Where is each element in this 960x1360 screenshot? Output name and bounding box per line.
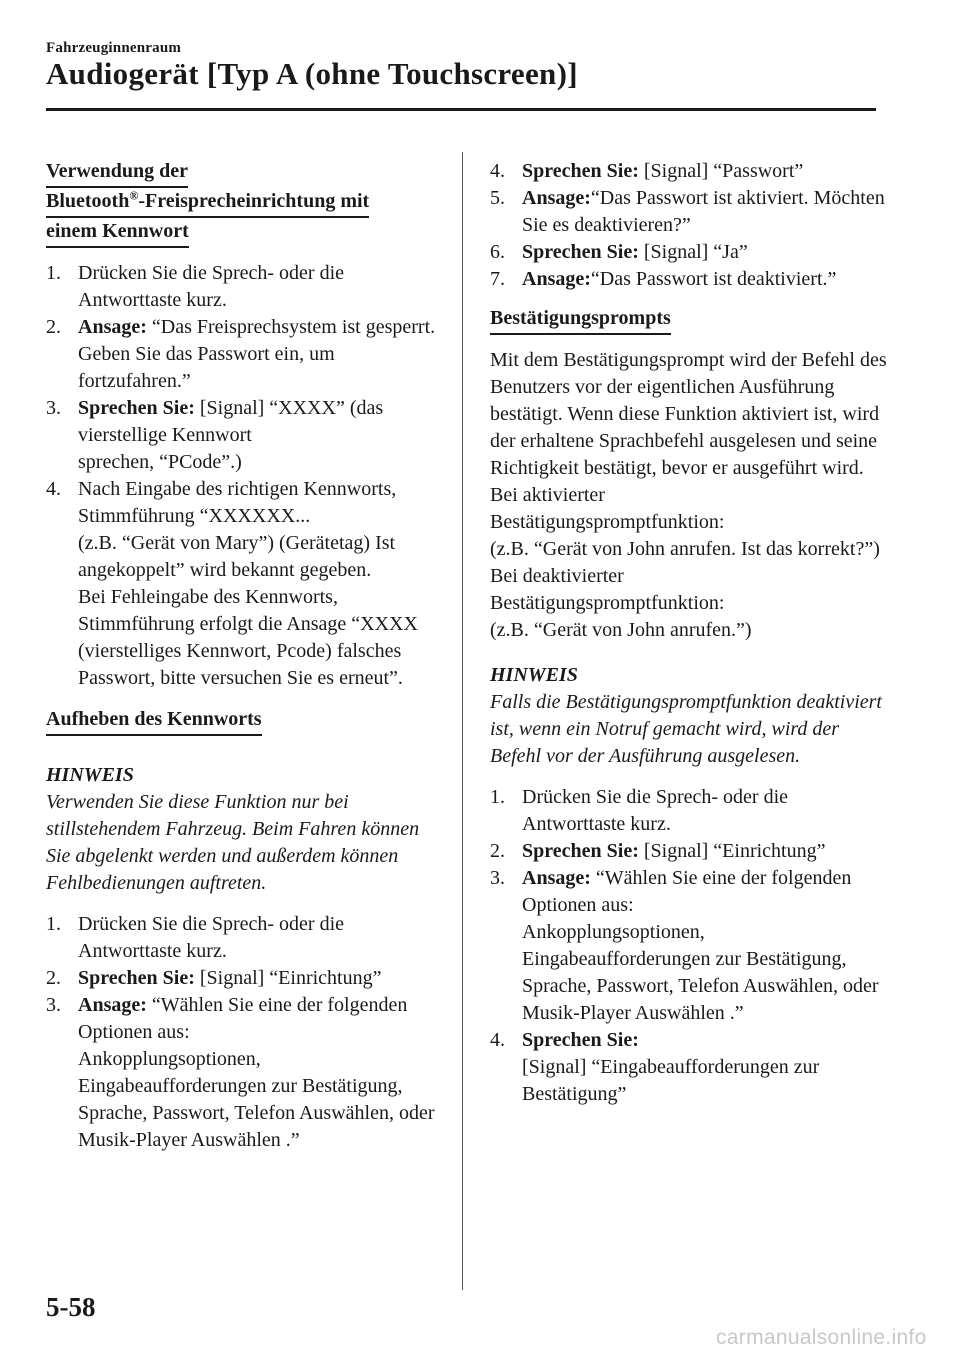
step-text: [Signal] “Eingabeaufforderungen zur Bestätigung” bbox=[522, 1056, 820, 1105]
step-keyword: Ansage: bbox=[78, 994, 147, 1016]
step-text: [Signal] “Ja” bbox=[638, 241, 748, 263]
step-number: 4. bbox=[46, 478, 61, 500]
step-text: “Das Passwort ist deaktiviert.” bbox=[590, 268, 837, 290]
step-item bbox=[490, 185, 890, 239]
step-keyword: Ansage: bbox=[78, 316, 147, 338]
step-item bbox=[490, 865, 890, 1027]
step-number: 1. bbox=[46, 262, 61, 284]
step-text: Drücken Sie die Sprech- oder die Antworttaste kurz. bbox=[78, 262, 345, 311]
step-item bbox=[46, 476, 446, 692]
step-item bbox=[46, 314, 446, 395]
step-number: 3. bbox=[46, 397, 61, 419]
heading-line: Verwendung der bbox=[46, 158, 188, 188]
confirmation-description: Mit dem Bestätigungsprompt wird der Befehl des Benutzers vor der eigentlichen Ausführung bestätigt. Wenn diese Funktion aktiviert ist, wird der erhaltene Sprachbefehl ausgelesen und seine Richtigkeit bestätigt, bevor er ausgeführt wird. Bei aktivierter Bestätigungspromptfunktion: (z.B. “Gerät von John anrufen. Ist das korrekt?”) Bei deaktivierter Bestätigungspromptfunktion: (z.B. “Gerät von John anrufen.”) bbox=[490, 349, 887, 641]
step-item bbox=[46, 965, 446, 992]
step-text: “Wählen Sie eine der folgenden Optionen aus: Ankopplungsoptionen, Eingabeaufforderungen zur Bestätigung, Sprache, Passwort, Telefon Auswählen, oder Musik-Player Auswählen .” bbox=[522, 867, 879, 1024]
step-keyword: Sprechen Sie: bbox=[78, 967, 195, 989]
note-label: HINWEIS bbox=[46, 764, 134, 786]
step-text: “Das Freisprechsystem ist gesperrt. Geben Sie das Passwort ein, um fortzufahren.” bbox=[78, 316, 436, 392]
step-number: 2. bbox=[46, 967, 61, 989]
step-keyword: Sprechen Sie: bbox=[78, 397, 195, 419]
steps-confirmation-prompts bbox=[490, 784, 890, 1108]
watermark: carmanualsonline.info bbox=[716, 1326, 927, 1349]
heading-line: einem Kennwort bbox=[46, 218, 189, 248]
step-keyword: Sprechen Sie: bbox=[522, 840, 639, 862]
step-number: 5. bbox=[490, 187, 505, 209]
step-item bbox=[46, 395, 446, 476]
step-text: Nach Eingabe des richtigen Kennworts, Stimmführung “XXXXXX... (z.B. “Gerät von Mary”) (Gerätetag) Ist angekoppelt” wird bekannt gegeben. Bei Fehleingabe des Kennworts, Stimmführung erfolgt die Ansage “XXXX (vierstelliges Kennwort, Pcode) falsches Passwort, bitte versuchen Sie es erneut”. bbox=[78, 478, 418, 689]
step-item bbox=[46, 260, 446, 314]
step-item bbox=[490, 266, 890, 293]
heading-confirmation-prompts-block bbox=[490, 305, 890, 335]
left-column bbox=[46, 158, 446, 1166]
registered-mark: ® bbox=[129, 188, 139, 203]
step-number: 1. bbox=[490, 786, 505, 808]
step-number: 3. bbox=[46, 994, 61, 1016]
step-number: 2. bbox=[490, 840, 505, 862]
step-item bbox=[490, 838, 890, 865]
step-text: Drücken Sie die Sprech- oder die Antworttaste kurz. bbox=[78, 913, 345, 962]
steps-enter-password bbox=[46, 260, 446, 692]
step-item bbox=[490, 784, 890, 838]
step-text: Drücken Sie die Sprech- oder die Antworttaste kurz. bbox=[522, 786, 789, 835]
steps-remove-password-continued bbox=[490, 158, 890, 293]
heading-bluetooth-password bbox=[46, 158, 446, 248]
step-number: 4. bbox=[490, 1029, 505, 1051]
section-label: Fahrzeuginnenraum bbox=[46, 40, 182, 56]
note-label: HINWEIS bbox=[490, 664, 578, 686]
step-number: 3. bbox=[490, 867, 505, 889]
heading-confirmation-prompts: Bestätigungsprompts bbox=[490, 305, 671, 335]
step-number: 1. bbox=[46, 913, 61, 935]
step-text: [Signal] “XXXX” (das vierstellige Kennwort sprechen, “PCode”.) bbox=[78, 397, 384, 473]
page-number: 5-58 bbox=[46, 1292, 96, 1322]
step-keyword: Ansage: bbox=[522, 187, 591, 209]
step-text: [Signal] “Passwort” bbox=[638, 160, 804, 182]
note-text: Falls die Bestätigungspromptfunktion deaktiviert ist, wenn ein Notruf gemacht wird, wird der Befehl vor der Ausführung ausgelesen. bbox=[490, 691, 882, 767]
page-title: Audiogerät [Typ A (ohne Touchscreen)] bbox=[46, 56, 578, 91]
step-number: 7. bbox=[490, 268, 505, 290]
steps-remove-password bbox=[46, 911, 446, 1154]
step-keyword: Ansage: bbox=[522, 867, 591, 889]
step-item bbox=[490, 158, 890, 185]
step-text: “Das Passwort ist aktiviert. Möchten Sie es deaktivieren?” bbox=[522, 187, 885, 236]
step-number: 6. bbox=[490, 241, 505, 263]
step-item bbox=[490, 1027, 890, 1108]
step-text: “Wählen Sie eine der folgenden Optionen aus: Ankopplungsoptionen, Eingabeaufforderungen zur Bestätigung, Sprache, Passwort, Telefon Auswählen, oder Musik-Player Auswählen .” bbox=[78, 994, 435, 1151]
column-divider bbox=[462, 152, 463, 1290]
step-keyword: Ansage: bbox=[522, 268, 591, 290]
step-keyword: Sprechen Sie: bbox=[522, 241, 639, 263]
step-item bbox=[490, 239, 890, 266]
step-text: [Signal] “Einrichtung” bbox=[194, 967, 382, 989]
heading-remove-password-block bbox=[46, 706, 446, 736]
step-keyword: Sprechen Sie: bbox=[522, 1029, 639, 1051]
step-number: 4. bbox=[490, 160, 505, 182]
heading-line: Bluetooth®-Freisprecheinrichtung mit bbox=[46, 188, 369, 218]
step-text: [Signal] “Einrichtung” bbox=[638, 840, 826, 862]
title-rule bbox=[46, 108, 876, 111]
step-number: 2. bbox=[46, 316, 61, 338]
right-column bbox=[490, 158, 890, 1120]
note-text: Verwenden Sie diese Funktion nur bei stillstehendem Fahrzeug. Beim Fahren können Sie abgelenkt werden und außerdem können Fehlbedienungen auftreten. bbox=[46, 791, 420, 894]
heading-remove-password: Aufheben des Kennworts bbox=[46, 706, 262, 736]
step-item bbox=[46, 992, 446, 1154]
step-item bbox=[46, 911, 446, 965]
step-keyword: Sprechen Sie: bbox=[522, 160, 639, 182]
